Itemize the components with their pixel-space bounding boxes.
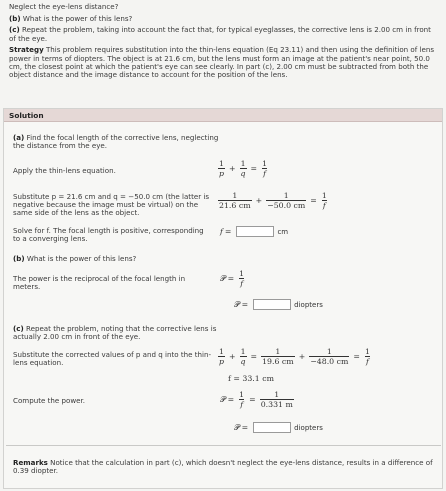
problem-intro bbox=[9, 3, 439, 83]
part-b-label: (b) bbox=[9, 13, 21, 23]
part-b-text: What is the power of this lens? bbox=[22, 13, 133, 23]
part-a-text: Find the focal length of the corrective lens, neglecting the distance from the eye. bbox=[13, 133, 219, 151]
part-a-label: (a) bbox=[13, 133, 25, 142]
part-b-heading: (b) What is the power of this lens? bbox=[13, 254, 137, 263]
intro-part-c bbox=[9, 26, 439, 42]
substituted-equation-c: $\frac{1}{p}$ + $\frac{1}{q}$ = $\frac{1}{19.6 cm}$ + $\frac{1}{-48.0 cm}$ = $\frac{1}{f}$ bbox=[219, 347, 370, 366]
part-c-text: Repeat the problem, taking into account the fact that, for typical eyeglasses, the corrective lens is 2.00 cm in front of the eye. bbox=[9, 25, 431, 43]
part-c-heading: (c) Repeat the problem, noting that the corrective lens is actually 2.00 cm in front of the eye. bbox=[13, 324, 217, 342]
remarks-paragraph bbox=[13, 459, 433, 475]
focal-length-c-result: f = 33.1 cm bbox=[228, 374, 274, 383]
strategy-paragraph bbox=[9, 46, 439, 79]
fraction: $\frac{1}{q}$ bbox=[240, 159, 246, 178]
fraction: $\frac{1}{-50.0 cm}$ bbox=[267, 191, 306, 210]
fraction: $\frac{1}{f}$ bbox=[262, 159, 268, 178]
fraction: $\frac{1}{f}$ bbox=[239, 390, 245, 409]
power-c-input[interactable] bbox=[253, 422, 291, 433]
fraction: $\frac{1}{-48.0 cm}$ bbox=[310, 347, 349, 366]
fraction: $\frac{1}{21.6 cm}$ bbox=[219, 191, 251, 210]
power-definition: 𝒫 = $\frac{1}{f}$ bbox=[220, 269, 245, 288]
step-apply-text: Apply the thin-lens equation. bbox=[13, 166, 116, 175]
unit-label: cm bbox=[277, 227, 289, 236]
step-solve-text: Solve for f. The focal length is positive, corresponding to a converging lens. bbox=[13, 226, 204, 244]
power-c-equation: 𝒫 = $\frac{1}{f}$ = $\frac{1}{0.331 m}$ bbox=[220, 390, 293, 409]
unit-label: diopters bbox=[294, 423, 323, 432]
focal-length-answer: f = cm bbox=[220, 227, 289, 236]
power-b-input[interactable] bbox=[253, 299, 291, 310]
power-c-answer: 𝒫 = diopters bbox=[234, 422, 323, 432]
fraction: $\frac{1}{19.6 cm}$ bbox=[262, 347, 294, 366]
intro-part-b bbox=[9, 15, 439, 23]
fraction: $\frac{1}{q}$ bbox=[240, 347, 246, 366]
part-c-label: (c) bbox=[9, 25, 20, 35]
fraction: $\frac{1}{0.331 m}$ bbox=[260, 390, 293, 409]
power-b-answer: 𝒫 = diopters bbox=[234, 299, 323, 309]
substituted-equation-a: $\frac{1}{21.6 cm}$ + $\frac{1}{-50.0 cm}$ = $\frac{1}{f}$ bbox=[219, 191, 327, 210]
solution-header: Solution bbox=[4, 109, 442, 122]
unit-label: diopters bbox=[294, 300, 323, 309]
strategy-label: Strategy bbox=[9, 45, 44, 55]
fraction: $\frac{1}{f}$ bbox=[321, 191, 327, 210]
solution-panel bbox=[3, 108, 443, 489]
step-corrected-text: Substitute the corrected values of p and q into the thin-lens equation. bbox=[13, 350, 212, 368]
divider bbox=[6, 445, 441, 446]
part-a-heading bbox=[13, 134, 223, 150]
thin-lens-equation: $\frac{1}{p}$ + $\frac{1}{q}$ = $\frac{1}{f}$ bbox=[219, 159, 268, 178]
strategy-text: This problem requires substitution into the thin-lens equation (Eq 23.11) and then using the definition of lens power in terms of diopters. The object is at 21.6 cm, but the lens must form an image at the patient's near point, 50.0 cm, the closest point at which the patient's eye can see clearly. In part (c), 2.00 cm must be subtracted from both the object distance and the image distance to account for the position of the lens. bbox=[9, 45, 435, 79]
fraction: $\frac{1}{f}$ bbox=[364, 347, 370, 366]
step-substitute-text: Substitute p = 21.6 cm and q = −50.0 cm (the latter is negative because the image must be virtual) on the same side of the lens as the object. bbox=[13, 192, 210, 218]
step-compute-power-text: Compute the power. bbox=[13, 396, 86, 405]
remarks-text: Notice that the calculation in part (c), which doesn't neglect the eye-lens distance, results in a difference of 0.39 diopter. bbox=[13, 458, 433, 476]
fraction: $\frac{1}{p}$ bbox=[219, 159, 224, 178]
fraction: $\frac{1}{p}$ bbox=[219, 347, 224, 366]
remarks-label: Remarks bbox=[13, 458, 48, 467]
fraction: $\frac{1}{f}$ bbox=[239, 269, 245, 288]
step-power-text: The power is the reciprocal of the focal length in meters. bbox=[13, 274, 186, 292]
intro-line-a: Neglect the eye-lens distance? bbox=[9, 2, 119, 11]
focal-length-input[interactable] bbox=[236, 226, 274, 237]
